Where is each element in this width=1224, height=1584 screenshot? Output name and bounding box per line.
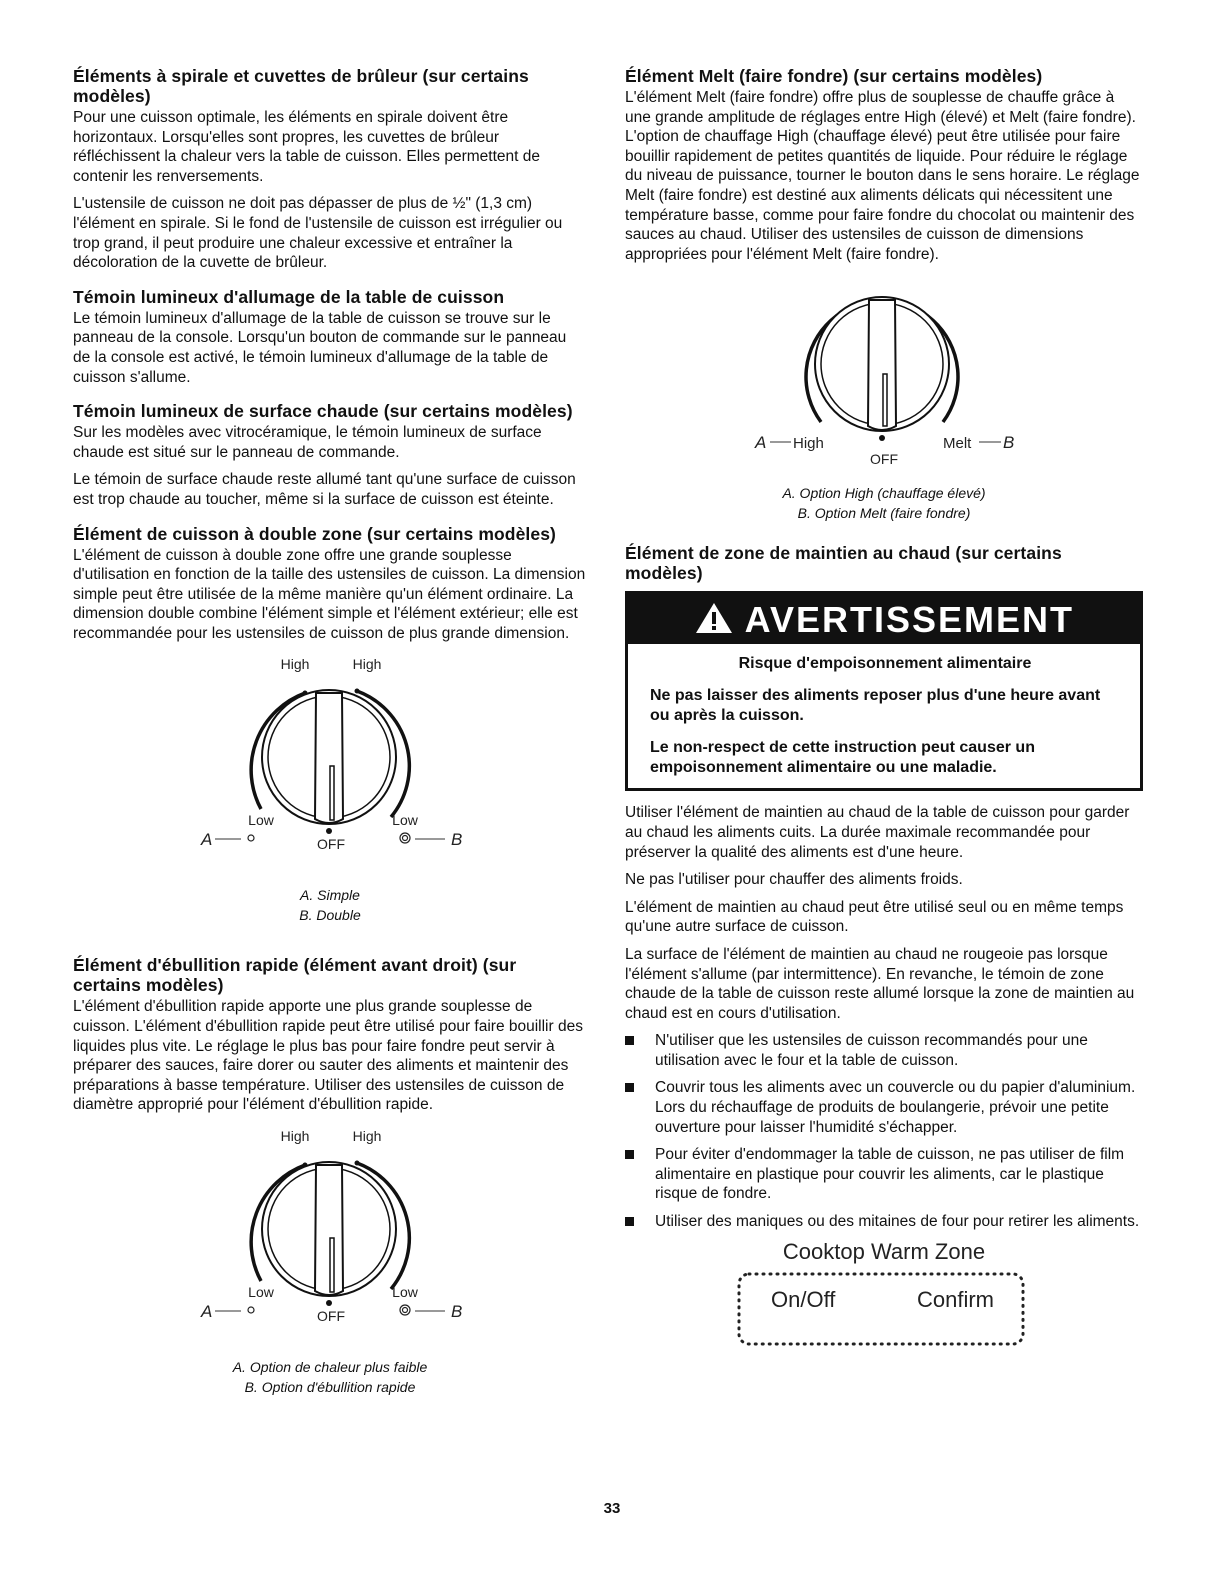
- section-title: Élément de cuisson à double zone (sur certains modèles): [73, 523, 556, 544]
- caption-a: A. Simple: [300, 887, 360, 904]
- label-high-left: High: [280, 1128, 310, 1145]
- warning-triangle-icon: [694, 601, 734, 635]
- section-melt-element: [625, 66, 1143, 523]
- label-low-left: Low: [248, 1284, 274, 1301]
- rapid-boil-knob-diagram: [73, 1123, 587, 1348]
- confirm-button[interactable]: Confirm: [917, 1287, 995, 1313]
- list-item: Couvrir tous les aliments avec un couvercle ou du papier d'aluminium. Lors du réchauffage de produits de boulangerie, prévoir une petite ouverture pour laisser l'humidité s'échapper.: [625, 1078, 1143, 1137]
- warning-box: [625, 591, 1143, 791]
- section-coil-elements: [73, 66, 587, 273]
- section-rapid-boil: [73, 955, 587, 1397]
- bullet-square-icon: [625, 1036, 634, 1045]
- section-title: Témoin lumineux d'allumage de la table de cuisson: [73, 286, 505, 307]
- section-title: Élément Melt (faire fondre) (sur certains modèles): [625, 66, 1043, 86]
- label-off: OFF: [317, 836, 345, 853]
- bullet-list: [625, 1031, 1143, 1231]
- bullet-square-icon: [625, 1150, 634, 1159]
- callout-a: A: [755, 433, 767, 453]
- warning-header: [628, 594, 1140, 644]
- section-title: Élément d'ébullition rapide (élément avant droit) (sur certains modèles): [73, 955, 517, 996]
- paragraph: Pour une cuisson optimale, les éléments en spirale doivent être horizontaux. Lorsqu'elles sont propres, les cuvettes de brûleur réfléchissent la chaleur vers la table de cuisson. Elles permettent de contenir les renversements.: [73, 109, 540, 185]
- rapid-boil-knob-figure: [73, 1123, 587, 1353]
- label-off: OFF: [317, 1308, 345, 1325]
- label-low-left: Low: [248, 812, 274, 829]
- dual-zone-knob-diagram: [73, 651, 587, 876]
- right-column: [625, 66, 1143, 1361]
- caption-a: A. Option de chaleur plus faible: [232, 1359, 428, 1376]
- bullet-square-icon: [625, 1217, 634, 1226]
- bullet-square-icon: [625, 1083, 634, 1092]
- label-low-right: Low: [392, 1284, 418, 1301]
- label-high-right: High: [352, 1128, 382, 1145]
- warm-zone-panel-title: Cooktop Warm Zone: [782, 1238, 986, 1264]
- paragraph: La surface de l'élément de maintien au chaud ne rougeoie pas lorsque l'élément s'allume (par intermittence). En revanche, le témoin de zone chaude de la table de cuisson reste allumé lorsque la zone de maintien au chaud est en cours d'utilisation.: [625, 945, 1135, 1022]
- list-item: Pour éviter d'endommager la table de cuisson, ne pas utiliser de film alimentaire en plastique pour couvrir les aliments, car le plastique risque de fondre.: [625, 1145, 1143, 1204]
- left-column: [73, 66, 587, 1417]
- callout-a: A: [201, 1302, 213, 1322]
- paragraph: L'élément de cuisson à double zone offre une grande souplesse d'utilisation en fonction de la taille des ustensiles de cuisson. La dimension simple peut être utilisée de la même manière qu'un élément ordinaire. La dimension double combine l'élément simple et l'élément extérieur; elle est recommandée pour les ustensiles de cuisson de plus grande dimension.: [73, 546, 586, 642]
- warm-zone-control-panel: [737, 1271, 1027, 1347]
- paragraph: Le témoin de surface chaude reste allumé tant qu'une surface de cuisson est trop chaude au toucher, même si la surface de cuisson est éteinte.: [73, 471, 576, 508]
- list-item: N'utiliser que les ustensiles de cuisson recommandés pour une utilisation avec le four et la table de cuisson.: [625, 1031, 1143, 1070]
- paragraph: Ne pas l'utiliser pour chauffer des aliments froids.: [625, 871, 963, 889]
- section-title: Éléments à spirale et cuvettes de brûleur (sur certains modèles): [73, 66, 529, 106]
- label-high: High: [793, 435, 824, 453]
- list-item: Utiliser des maniques ou des mitaines de four pour retirer les aliments.: [625, 1212, 1143, 1232]
- caption-a: A. Option High (chauffage élevé): [782, 485, 986, 502]
- on-off-button[interactable]: On/Off: [771, 1287, 836, 1313]
- label-high-right: High: [352, 656, 382, 673]
- section-warm-zone: [625, 543, 1143, 1347]
- melt-knob-figure: [625, 272, 1143, 473]
- section-cooktop-on-indicator: [73, 287, 587, 387]
- callout-b: B: [1003, 433, 1015, 453]
- warning-subtitle: Risque d'empoisonnement alimentaire: [738, 655, 1032, 673]
- paragraph: L'élément de maintien au chaud peut être utilisé seul ou en même temps qu'une autre surface de cuisson.: [625, 898, 1124, 936]
- caption-b: B. Option d'ébullition rapide: [244, 1379, 416, 1396]
- callout-b: B: [451, 1302, 463, 1322]
- label-off: OFF: [870, 451, 898, 468]
- paragraph: Sur les modèles avec vitrocéramique, le témoin lumineux de surface chaude est situé sur le panneau de commande.: [73, 424, 542, 461]
- dual-zone-knob-figure: [73, 651, 587, 881]
- section-title: Témoin lumineux de surface chaude (sur certains modèles): [73, 401, 573, 422]
- warning-text: Ne pas laisser des aliments reposer plus d'une heure avant ou après la cuisson.: [650, 687, 1101, 725]
- paragraph: Utiliser l'élément de maintien au chaud de la table de cuisson pour garder au chaud les aliments cuits. La durée maximale recommandée pour préserver la qualité des aliments est d'une heure.: [625, 804, 1130, 861]
- section-hot-surface-indicator: [73, 401, 587, 509]
- paragraph: Le témoin lumineux d'allumage de la table de cuisson se trouve sur le panneau de la console. Lorsqu'un bouton de commande sur le panneau de la console est activé, le témoin lumineux d'allumage de la table de cuisson s'allume.: [73, 309, 567, 386]
- callout-b: B: [451, 830, 463, 850]
- paragraph: L'élément Melt (faire fondre) offre plus de souplesse de chauffe grâce à une grande amplitude de réglages entre High (élevé) et Melt (faire fondre). L'option de chauffage High (chauffage élevé) peut être utilisée pour faire bouillir rapidement de petites quantités de liquide. Pour réduire le réglage du niveau de puissance, tourner le bouton dans le sens horaire. Le réglage Melt (faire fondre) est destiné aux aliments délicats qui nécessitent une température basse, comme pour faire fondre du chocolat ou maintenir des sauces au chaud. Utiliser des ustensiles de cuisson de dimensions appropriées pour l'élément Melt (faire fondre).: [625, 89, 1140, 263]
- label-melt: Melt: [943, 435, 972, 453]
- warning-text: Le non-respect de cette instruction peut causer un empoisonnement alimentaire ou une maladie.: [650, 739, 1035, 777]
- paragraph: L'ustensile de cuisson ne doit pas dépasser de plus de ½" (1,3 cm) l'élément en spirale. Si le fond de l'ustensile de cuisson est irrégulier ou trop grand, il peut produire une chaleur excessive et entraîner la décoloration de la cuvette de brûleur.: [73, 195, 563, 272]
- section-dual-zone: [73, 524, 587, 926]
- callout-a: A: [201, 830, 213, 850]
- label-high-left: High: [280, 656, 310, 673]
- section-title: Élément de zone de maintien au chaud (sur certains modèles): [625, 543, 1062, 584]
- label-low-right: Low: [392, 812, 418, 829]
- melt-knob-diagram: [625, 272, 1143, 468]
- caption-b: B. Option Melt (faire fondre): [797, 505, 971, 522]
- paragraph: L'élément d'ébullition rapide apporte une plus grande souplesse de cuisson. L'élément d'ébullition rapide peut être utilisé pour faire bouillir des liquides plus vite. Le réglage le plus bas pour faire fondre peut servir à préparer des sauces, faire dorer ou sauter des aliments et maintenir des préparations à basse température. Utiliser des ustensiles de cuisson de diamètre approprié pour l'élément d'ébullition rapide.: [73, 998, 583, 1114]
- page-number: 33: [603, 1500, 621, 1517]
- caption-b: B. Double: [299, 907, 361, 924]
- warning-title: AVERTISSEMENT: [744, 599, 1075, 641]
